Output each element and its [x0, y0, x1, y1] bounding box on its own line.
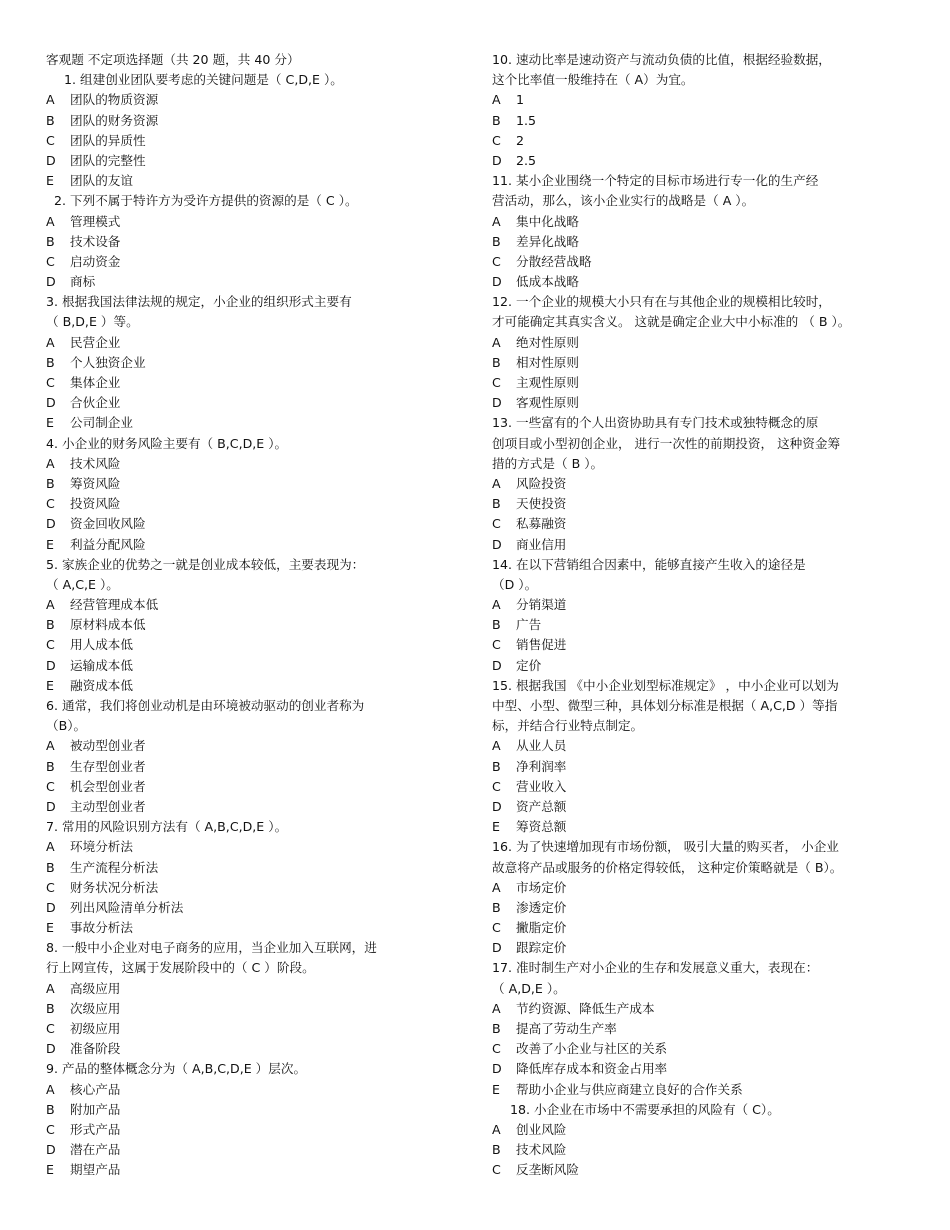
option-text: 净利润率: [516, 758, 567, 774]
option-text: 期望产品: [70, 1162, 121, 1178]
option-line: [492, 918, 922, 938]
text-line: （B）。: [46, 718, 87, 734]
option-letter: D: [492, 274, 502, 290]
option-text: 团队的物质资源: [70, 92, 159, 108]
option-letter: B: [492, 112, 501, 128]
option-letter: A: [492, 1121, 501, 1137]
option-line: [492, 252, 922, 272]
option-line: [46, 131, 466, 151]
option-text: 团队的友谊: [70, 173, 133, 189]
option-letter: B: [492, 617, 501, 633]
option-line: [492, 131, 922, 151]
option-text: 附加产品: [70, 1101, 121, 1117]
option-text: 被动型创业者: [70, 738, 146, 754]
option-line: [492, 333, 922, 353]
option-line: [46, 797, 466, 817]
option-text: 机会型创业者: [70, 778, 146, 794]
option-text: 反垄断风险: [516, 1162, 579, 1178]
option-letter: A: [46, 980, 55, 996]
option-line: [492, 514, 922, 534]
question-line: 4. 小企业的财务风险主要有（ B,C,D,E ）。: [46, 435, 288, 451]
option-line: [492, 353, 922, 373]
option-text: 列出风险清单分析法: [70, 899, 184, 915]
option-line: [46, 353, 466, 373]
option-letter: B: [46, 1000, 55, 1016]
option-text: 商标: [70, 274, 96, 290]
option-letter: B: [46, 1101, 55, 1117]
option-line: [46, 373, 466, 393]
question-line: 8. 一般中小企业对电子商务的应用，当企业加入互联网，进: [46, 940, 377, 956]
option-text: 技术风险: [516, 1142, 567, 1158]
option-line: [46, 635, 466, 655]
option-text: 合伙企业: [70, 395, 121, 411]
option-line: [492, 1120, 922, 1140]
option-letter: D: [46, 274, 56, 290]
option-letter: C: [46, 132, 55, 148]
option-text: 广告: [516, 617, 542, 633]
option-letter: A: [492, 879, 501, 895]
option-text: 资产总额: [516, 798, 567, 814]
option-letter: C: [492, 920, 501, 936]
option-line: [46, 111, 466, 131]
question-line: 6. 通常，我们将创业动机是由环境被动驱动的创业者称为: [46, 698, 365, 713]
option-letter: A: [46, 1081, 55, 1097]
option-line: [492, 817, 922, 837]
option-line: [492, 232, 922, 252]
option-letter: E: [46, 536, 54, 552]
option-letter: A: [492, 475, 501, 491]
option-letter: D: [46, 152, 56, 168]
option-text: 投资风险: [70, 496, 121, 512]
option-letter: D: [492, 940, 502, 956]
option-text: 提高了劳动生产率: [516, 1021, 617, 1036]
option-line: [46, 90, 466, 110]
option-line: [46, 757, 466, 777]
option-letter: B: [492, 1142, 501, 1158]
option-letter: A: [46, 597, 55, 613]
option-letter: A: [46, 455, 55, 471]
question-line: 1. 组建创业团队要考虑的关键问题是（ C,D,E ）。: [64, 72, 343, 88]
question-line: 15. 根据我国 《中小企业划型标准规定》 ，中小企业可以划为: [492, 677, 839, 693]
option-line: [46, 171, 466, 191]
option-text: 从业人员: [516, 738, 567, 754]
option-line: [492, 393, 922, 413]
option-letter: C: [46, 496, 55, 512]
option-letter: E: [492, 1081, 500, 1097]
option-line: [492, 373, 922, 393]
option-text: 公司制企业: [70, 415, 133, 431]
option-letter: A: [46, 839, 55, 855]
text-line: 这个比率值一般维持在（ A）为宜。: [492, 72, 694, 88]
option-line: [46, 595, 466, 615]
option-letter: D: [46, 1041, 56, 1057]
option-text: 1.5: [516, 112, 537, 128]
option-letter: E: [46, 415, 54, 431]
option-letter: C: [492, 375, 501, 390]
option-line: [46, 979, 466, 999]
option-line: [46, 333, 466, 353]
option-text: 个人独资企业: [70, 354, 146, 370]
option-text: 改善了小企业与社区的关系: [516, 1041, 668, 1057]
option-line: [46, 1120, 466, 1140]
option-line: [46, 535, 466, 555]
option-line: [492, 535, 922, 555]
option-line: [492, 212, 922, 232]
option-text: 次级应用: [70, 1000, 121, 1016]
option-text: 融资成本低: [70, 677, 133, 693]
option-letter: C: [492, 1041, 501, 1057]
option-line: [46, 878, 466, 898]
option-text: 运输成本低: [70, 657, 133, 673]
option-text: 销售促进: [516, 637, 567, 653]
option-line: [492, 494, 922, 514]
option-letter: B: [46, 354, 55, 370]
option-line: [46, 736, 466, 756]
option-letter: B: [46, 617, 55, 633]
option-text: 形式产品: [70, 1121, 121, 1137]
option-line: [492, 1019, 922, 1039]
option-text: 客观性原则: [516, 395, 579, 411]
option-letter: B: [46, 859, 55, 875]
option-text: 私募融资: [516, 516, 567, 532]
option-text: 营业收入: [516, 778, 567, 794]
option-line: [492, 151, 922, 171]
option-line: [46, 232, 466, 252]
text-line: 故意将产品或服务的价格定得较低， 这种定价策略就是（ B）。: [492, 859, 843, 875]
option-line: [46, 514, 466, 534]
option-line: [492, 878, 922, 898]
option-line: [46, 918, 466, 938]
option-line: [492, 656, 922, 676]
option-letter: D: [492, 1061, 502, 1077]
option-text: 2.5: [516, 152, 537, 168]
option-letter: A: [492, 213, 501, 229]
option-letter: D: [492, 536, 502, 552]
option-text: 市场定价: [516, 879, 567, 895]
question-line: 13. 一些富有的个人出资协助具有专门技术或独特概念的原: [492, 415, 819, 431]
option-text: 撇脂定价: [516, 920, 567, 936]
option-line: [492, 615, 922, 635]
option-line: [46, 898, 466, 918]
option-line: [492, 777, 922, 797]
option-text: 筹资风险: [70, 475, 121, 491]
option-letter: E: [46, 173, 54, 189]
option-line: [46, 494, 466, 514]
option-line: [46, 1100, 466, 1120]
option-line: [46, 212, 466, 232]
text-line: （ A,C,E ）。: [46, 576, 119, 592]
option-letter: D: [46, 395, 56, 411]
question-line: 12. 一个企业的规模大小只有在与其他企业的规模相比较时，: [492, 294, 831, 310]
option-line: [46, 454, 466, 474]
left-column: [46, 50, 466, 1181]
question-line: 16. 为了快速增加现有市场份额， 吸引大量的购买者， 小企业: [492, 839, 839, 855]
option-text: 跟踪定价: [516, 940, 567, 956]
option-letter: C: [46, 637, 55, 653]
option-line: [46, 413, 466, 433]
option-line: [492, 635, 922, 655]
option-letter: C: [46, 879, 55, 895]
option-line: [46, 272, 466, 292]
option-text: 财务状况分析法: [70, 879, 159, 895]
option-letter: E: [46, 677, 54, 693]
option-letter: A: [46, 334, 55, 350]
option-line: [492, 1039, 922, 1059]
option-text: 启动资金: [70, 253, 121, 269]
option-letter: C: [492, 778, 501, 794]
option-text: 分销渠道: [516, 597, 567, 613]
option-letter: C: [492, 1162, 501, 1178]
option-text: 潜在产品: [70, 1142, 121, 1158]
option-text: 准备阶段: [70, 1041, 121, 1057]
option-line: [46, 676, 466, 696]
option-letter: D: [46, 798, 56, 814]
option-letter: A: [492, 334, 501, 350]
option-line: [46, 656, 466, 676]
option-text: 技术风险: [70, 455, 121, 471]
option-line: [492, 111, 922, 131]
question-line: 17. 准时制生产对小企业的生存和发展意义重大，表现在：: [492, 960, 819, 976]
option-letter: C: [492, 253, 501, 269]
option-line: [46, 1019, 466, 1039]
option-letter: B: [46, 475, 55, 491]
option-letter: A: [492, 597, 501, 613]
text-line: 营活动，那么，该小企业实行的战略是（ A ）。: [492, 193, 755, 209]
option-line: [492, 1140, 922, 1160]
text-line: （D ）。: [492, 576, 538, 592]
option-line: [492, 898, 922, 918]
option-text: 管理模式: [70, 213, 121, 229]
option-line: [492, 757, 922, 777]
option-letter: E: [46, 1162, 54, 1178]
question-line: 18. 小企业在市场中不需要承担的风险有（ C）。: [510, 1101, 780, 1117]
option-line: [46, 1039, 466, 1059]
option-letter: E: [46, 920, 54, 936]
option-text: 商业信用: [516, 536, 567, 552]
option-text: 创业风险: [516, 1121, 567, 1137]
option-text: 主动型创业者: [70, 798, 146, 814]
option-line: [492, 595, 922, 615]
option-text: 渗透定价: [516, 899, 567, 915]
option-line: [46, 393, 466, 413]
option-line: [46, 777, 466, 797]
text-line: 行上网宣传，这属于发展阶段中的（ C ）阶段。: [46, 960, 315, 976]
option-text: 分散经营战略: [516, 253, 592, 269]
text-line: 创项目或小型初创企业， 进行一次性的前期投资， 这种资金筹: [492, 435, 841, 451]
option-letter: D: [492, 798, 502, 814]
question-line: 10. 速动比率是速动资产与流动负债的比值，根据经验数据，: [492, 52, 831, 67]
option-line: [492, 1059, 922, 1079]
option-letter: C: [492, 516, 501, 532]
option-line: [46, 1080, 466, 1100]
option-text: 高级应用: [70, 980, 121, 996]
option-text: 初级应用: [70, 1021, 121, 1036]
option-text: 降低库存成本和资金占用率: [516, 1061, 668, 1077]
option-letter: B: [46, 233, 55, 249]
question-line: 9. 产品的整体概念分为（ A,B,C,D,E ）层次。: [46, 1061, 307, 1077]
option-text: 民营企业: [70, 334, 121, 350]
option-line: [46, 999, 466, 1019]
option-line: [492, 938, 922, 958]
option-text: 筹资总额: [516, 819, 567, 835]
option-text: 帮助小企业与供应商建立良好的合作关系: [516, 1081, 743, 1097]
option-letter: B: [492, 233, 501, 249]
option-letter: C: [46, 778, 55, 794]
option-line: [46, 858, 466, 878]
option-letter: C: [492, 132, 501, 148]
option-line: [46, 837, 466, 857]
option-letter: D: [46, 1142, 56, 1158]
option-line: [492, 1160, 922, 1180]
option-line: [492, 474, 922, 494]
right-column: [492, 50, 922, 1181]
option-line: [492, 90, 922, 110]
option-line: [492, 272, 922, 292]
option-line: [492, 797, 922, 817]
option-letter: A: [492, 738, 501, 754]
option-line: [46, 474, 466, 494]
option-letter: D: [46, 657, 56, 673]
option-text: 团队的财务资源: [70, 112, 159, 128]
option-letter: B: [492, 899, 501, 915]
option-letter: A: [492, 1000, 501, 1016]
option-letter: B: [492, 758, 501, 774]
text-line: 措的方式是（ B ）。: [492, 455, 604, 471]
option-line: [46, 151, 466, 171]
option-text: 集体企业: [70, 375, 121, 390]
option-letter: C: [46, 375, 55, 390]
option-line: [492, 999, 922, 1019]
question-line: 14. 在以下营销组合因素中，能够直接产生收入的途径是: [492, 556, 806, 572]
option-letter: D: [492, 152, 502, 168]
option-text: 相对性原则: [516, 354, 579, 370]
option-letter: C: [46, 253, 55, 269]
option-text: 生存型创业者: [70, 758, 146, 774]
option-text: 经营管理成本低: [70, 597, 159, 613]
option-text: 原材料成本低: [70, 617, 146, 633]
option-text: 事故分析法: [70, 920, 133, 936]
option-text: 风险投资: [516, 475, 567, 491]
text-line: 标，并结合行业特点制定。: [492, 718, 644, 734]
option-letter: D: [492, 395, 502, 411]
option-line: [46, 1140, 466, 1160]
option-text: 环境分析法: [70, 839, 133, 855]
option-letter: B: [46, 112, 55, 128]
text-line: 中型、小型、微型三种，具体划分标准是根据（ A,C,D ）等指: [492, 698, 838, 713]
option-letter: B: [46, 758, 55, 774]
option-line: [46, 252, 466, 272]
option-text: 核心产品: [70, 1081, 121, 1097]
option-line: [46, 615, 466, 635]
option-letter: C: [46, 1021, 55, 1036]
option-letter: C: [46, 1121, 55, 1137]
option-letter: B: [492, 496, 501, 512]
option-letter: D: [46, 516, 56, 532]
question-line: 2. 下列不属于特许方为受许方提供的资源的是（ C ）。: [54, 193, 358, 209]
option-text: 团队的异质性: [70, 132, 146, 148]
option-text: 节约资源、降低生产成本: [516, 1000, 655, 1016]
option-text: 差异化战略: [516, 233, 579, 249]
text-line: （ A,D,E ）。: [492, 980, 566, 996]
option-text: 绝对性原则: [516, 334, 579, 350]
text-line: 才可能确定其真实含义。 这就是确定企业大中小标准的 （ B ）。: [492, 314, 851, 330]
option-letter: D: [46, 899, 56, 915]
option-line: [492, 1080, 922, 1100]
option-text: 用人成本低: [70, 637, 133, 653]
text-line: （ B,D,E ）等。: [46, 314, 139, 330]
option-letter: C: [492, 637, 501, 653]
option-text: 生产流程分析法: [70, 859, 159, 875]
option-text: 低成本战略: [516, 274, 579, 290]
option-letter: A: [46, 92, 55, 108]
option-text: 2: [516, 132, 525, 148]
option-letter: E: [492, 819, 500, 835]
option-text: 团队的完整性: [70, 152, 146, 168]
option-text: 1: [516, 92, 525, 108]
question-line: 3. 根据我国法律法规的规定，小企业的组织形式主要有: [46, 294, 352, 310]
option-text: 利益分配风险: [70, 536, 146, 552]
option-letter: B: [492, 354, 501, 370]
question-line: 5. 家族企业的优势之一就是创业成本较低，主要表现为：: [46, 556, 365, 572]
option-text: 集中化战略: [516, 213, 579, 229]
option-text: 天使投资: [516, 496, 567, 512]
option-line: [492, 736, 922, 756]
question-line: 11. 某小企业围绕一个特定的目标市场进行专一化的生产经: [492, 173, 819, 189]
option-letter: A: [492, 92, 501, 108]
option-text: 技术设备: [70, 233, 121, 249]
option-letter: B: [492, 1021, 501, 1036]
question-line: 7. 常用的风险识别方法有（ A,B,C,D,E ）。: [46, 819, 288, 835]
option-text: 资金回收风险: [70, 516, 146, 532]
option-letter: D: [492, 657, 502, 673]
option-line: [46, 1160, 466, 1180]
option-letter: A: [46, 213, 55, 229]
option-text: 主观性原则: [516, 375, 579, 390]
text-line: 客观题 不定项选择题（共 20 题，共 40 分）: [46, 52, 300, 67]
option-letter: A: [46, 738, 55, 754]
option-text: 定价: [516, 657, 542, 673]
